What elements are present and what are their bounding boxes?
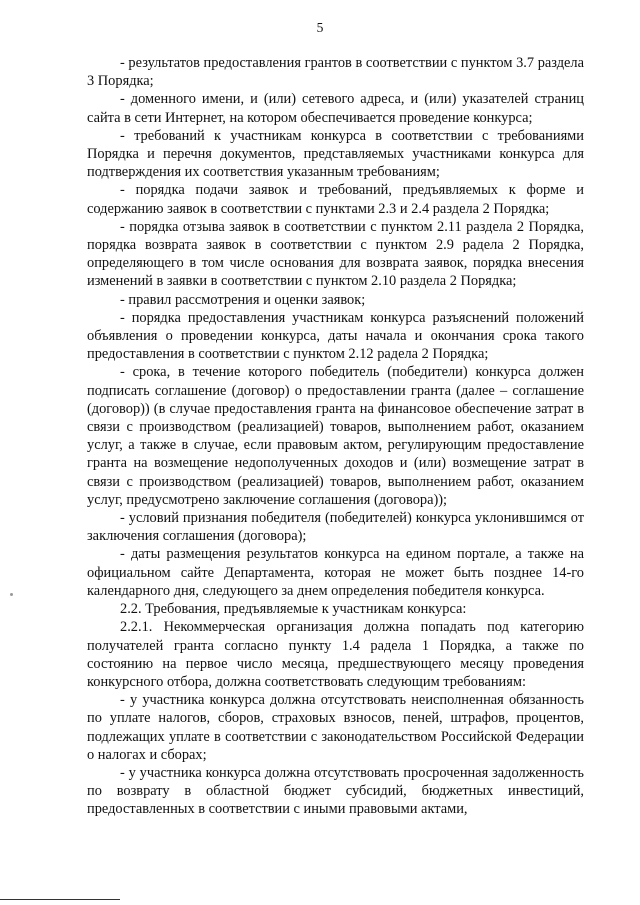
paragraph: 2.2.1. Некоммерческая организация должна попадать под категорию получателей гранта согласно пункту 1.4 радела 1 Порядка, а также по состоянию на первое число месяца, предшествующего месяцу проведения конкурсного отбора, должна соответствовать следующим требованиям: bbox=[87, 619, 584, 690]
paragraph: - правил рассмотрения и оценки заявок; bbox=[120, 291, 366, 308]
paragraph: - порядка предоставления участникам конкурса разъяснений положений объявления о проведении конкурса, даты начала и окончания срока такого предоставления в соответствии с пунктом 2.12 радела 2 Порядка; bbox=[87, 309, 584, 363]
footer-rule bbox=[0, 899, 120, 900]
paragraph: - даты размещения результатов конкурса на едином портале, а также на официальном сайте Департамента, которая не может быть позднее 14-го календарного дня, следующего за днем определения победителя конкурса. bbox=[87, 546, 584, 599]
paragraph: - условий признания победителя (победителей) конкурса уклонившимся от заключения соглашения (договора); bbox=[87, 510, 584, 545]
paragraph: - порядка подачи заявок и требований, предъявляемых к форме и содержанию заявок в соответствии с пунктами 2.3 и 2.4 раздела 2 Порядка; bbox=[87, 182, 584, 217]
paragraph: - порядка отзыва заявок в соответствии с пунктом 2.11 раздела 2 Порядка, порядка возврата заявок в соответствии с пунктом 2.9 радела 2 Порядка, определяющего в том числе основания для возврата заявок, порядка внесения изменений в заявки в соответствии с пунктом 2.10 раздела 2 Порядка; bbox=[87, 218, 584, 290]
paragraph: - у участника конкурса должна отсутствовать просроченная задолженность по возврату в областной бюджет субсидий, бюджетных инвестиций, предоставленных в соответствии с иными правовыми актами, bbox=[87, 764, 584, 818]
paragraph: - у участника конкурса должна отсутствовать неисполненная обязанность по уплате налогов, сборов, страховых взносов, пеней, штрафов, процентов, подлежащих уплате в соответствии с законодательством Российской Федерации о налогах и сборах; bbox=[87, 692, 584, 763]
section-heading: 2.2. Требования, предъявляемые к участникам конкурса: bbox=[120, 601, 467, 618]
paragraph: - результатов предоставления грантов в соответствии с пунктом 3.7 раздела 3 Порядка; bbox=[87, 55, 584, 90]
paragraph: - требований к участникам конкурса в соответствии с требованиями Порядка и перечня документов, представляемых участниками конкурса для подтверждения их соответствия указанным требованиям; bbox=[87, 127, 584, 181]
page-number: 5 bbox=[316, 20, 324, 35]
paragraph: - срока, в течение которого победитель (победители) конкурса должен подписать соглашение (договор) о предоставлении гранта (далее – соглашение (договор)) (в случае предоставления гранта на финансовое обеспечение затрат в связи с производством (реализацией) товаров, выполнением работ, оказанием услуг, а также в случае, если правовым актом, регулирующим предоставление гранта на возмещение недополученных доходов и (или) возмещение затрат в связи с производством (реализацией) товаров, выполнением работ, оказанием услуг, предусмотрено заключение соглашения (договора)); bbox=[87, 364, 584, 508]
margin-mark bbox=[10, 593, 13, 596]
paragraph: - доменного имени, и (или) сетевого адреса, и (или) указателей страниц сайта в сети Интернет, на котором обеспечивается проведение конкурса; bbox=[87, 91, 584, 126]
document-body bbox=[87, 54, 584, 819]
